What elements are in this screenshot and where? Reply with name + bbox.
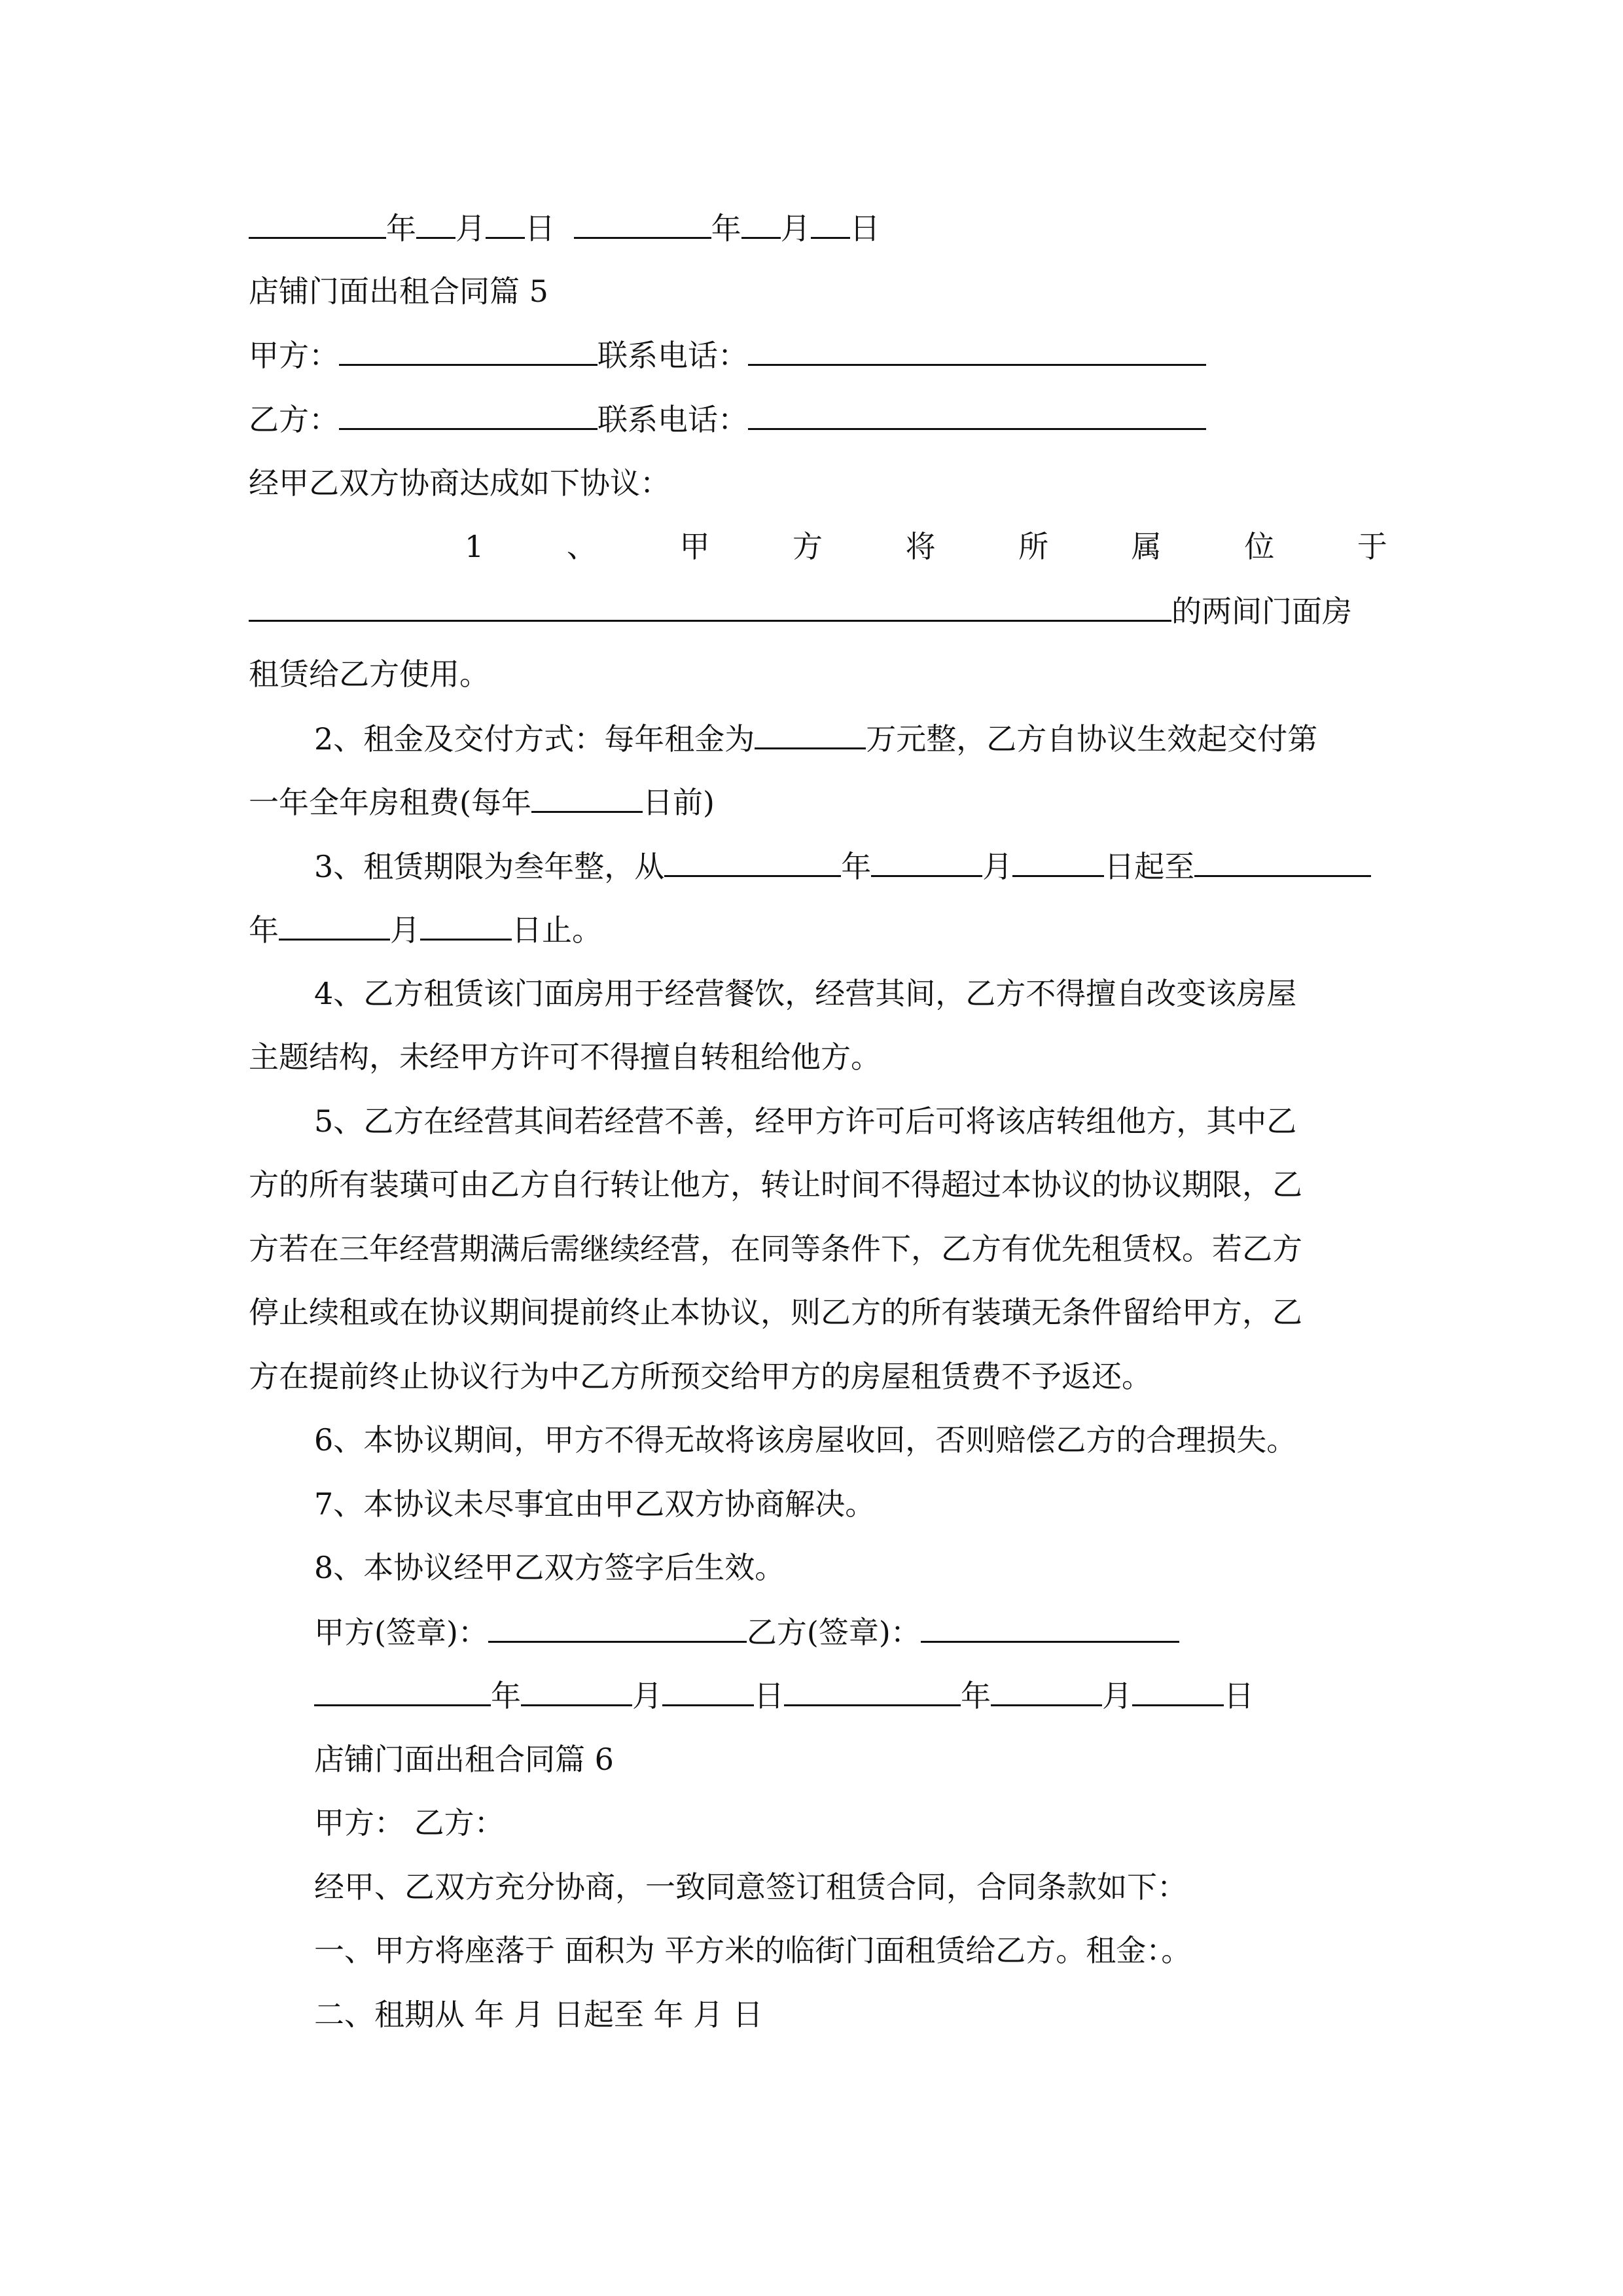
char: 属 [1131,529,1162,564]
signature-row [314,1612,1179,1652]
blank-field[interactable] [741,208,781,239]
text: 万元整，乙方自协议生效起交付第 [866,721,1318,757]
text: 日 [1224,1678,1254,1713]
party-b-field[interactable] [339,399,597,430]
text: 年 [491,1678,521,1713]
char: 1 [465,529,484,564]
clause-6: 6、本协议期间，甲方不得无故将该房屋收回，否则赔偿乙方的合理损失。 [314,1422,1297,1458]
section-6-parties: 甲方： 乙方： [314,1805,505,1840]
end-month-field[interactable] [279,910,390,941]
payment-date-field[interactable] [531,782,643,813]
text: 月 [982,849,1013,884]
clause-5-line1: 5、乙方在经营其间若经营不善，经甲方许可后可将该店转组他方，其中乙 [314,1103,1297,1139]
text: 月 [390,912,420,948]
char: 、 [566,529,597,564]
text: 月 [1102,1678,1132,1713]
char: 所 [1018,529,1049,564]
text: 一年全年房租费(每年 [249,785,531,820]
blank-field[interactable] [784,1676,961,1706]
clause-1-line3: 租赁给乙方使用。 [249,656,490,692]
clause-1-line2 [249,591,1352,631]
location-field[interactable] [249,591,1171,622]
blank-field[interactable] [521,1676,632,1706]
clause-3-line2 [249,910,602,950]
clause-1-line1 [465,527,1387,566]
clause-5-line3: 方若在三年经营期满后需继续经营，在同等条件下，乙方有优先租赁权。若乙方 [249,1231,1302,1266]
text: 2、租金及交付方式：每年租金为 [314,721,755,757]
clause-5-line4: 停止续租或在协议期间提前终止本协议，则乙方的所有装璜无条件留给甲方，乙 [249,1295,1302,1330]
text: 日起至 [1104,849,1195,884]
section-6-intro: 经甲、乙双方充分协商，一致同意签订租赁合同，合同条款如下： [314,1869,1187,1905]
text: 日止。 [512,912,602,948]
party-a-sign-field[interactable] [488,1612,747,1643]
clause-5-line5: 方在提前终止协议行为中乙方所预交给甲方的房屋租赁费不予返还。 [249,1359,1152,1394]
clause-3-line1 [314,846,1371,886]
blank-field[interactable] [1132,1676,1224,1706]
blank-field[interactable] [811,208,850,239]
section-5-intro: 经甲乙双方协商达成如下协议： [249,465,670,501]
blank-field[interactable] [486,208,525,239]
party-b-sign-field[interactable] [921,1612,1179,1643]
party-a-field[interactable] [339,335,597,366]
section-6-clause-1: 一、甲方将座落于 面积为 平方米的临街门面租赁给乙方。租金：。 [314,1933,1192,1968]
year-label: 年 [711,211,741,246]
party-a-phone-field[interactable] [748,335,1206,366]
party-a-sign-label: 甲方(签章)： [314,1615,488,1650]
day-label: 日 [525,211,555,246]
party-b-sign-label: 乙方(签章)： [746,1615,921,1650]
char: 于 [1357,529,1387,564]
month-label: 月 [780,211,811,246]
party-b-label: 乙方： [249,402,339,437]
text: 年 [841,849,872,884]
section-5-title: 店铺门面出租合同篇 5 [249,274,548,309]
blank-field[interactable] [662,1676,754,1706]
clause-4-line2: 主题结构，未经甲方许可不得擅自转租给他方。 [249,1039,881,1075]
phone-label: 联系电话： [597,338,748,373]
day-label: 日 [849,211,880,246]
blank-field[interactable] [249,208,386,239]
clause-7: 7、本协议未尽事宜由甲乙双方协商解决。 [314,1486,876,1522]
blank-field[interactable] [314,1676,491,1706]
clause-8: 8、本协议经甲乙双方签字后生效。 [314,1550,785,1585]
text: 月 [632,1678,662,1713]
text: 日 [754,1678,784,1713]
blank-field[interactable] [991,1676,1102,1706]
clause-1-tail: 的两间门面房 [1171,594,1352,629]
clause-4-line1: 4、乙方租赁该门面房用于经营餐饮，经营其间，乙方不得擅自改变该房屋 [314,976,1297,1011]
party-a-row [249,335,1206,375]
party-a-label: 甲方： [249,338,339,373]
date-row-sign [314,1676,1254,1715]
clause-2-line1 [314,719,1317,759]
clause-2-line2 [249,782,715,822]
date-row-top [249,208,880,248]
phone-label: 联系电话： [597,402,748,437]
clause-5-line2: 方的所有装璜可由乙方自行转让他方，转让时间不得超过本协议的协议期限，乙 [249,1167,1302,1202]
end-day-field[interactable] [420,910,512,941]
party-b-phone-field[interactable] [748,399,1206,430]
char: 将 [905,529,936,564]
text: 年 [249,912,279,948]
start-day-field[interactable] [1012,846,1104,877]
rent-amount-field[interactable] [755,719,866,749]
start-month-field[interactable] [871,846,982,877]
end-year-field[interactable] [1194,846,1371,877]
section-6-title: 店铺门面出租合同篇 6 [314,1742,614,1777]
blank-field[interactable] [416,208,455,239]
month-label: 月 [455,211,486,246]
start-year-field[interactable] [664,846,841,877]
section-6-clause-2: 二、租期从 年 月 日起至 年 月 日 [314,1997,763,2032]
party-b-row [249,399,1206,439]
year-label: 年 [386,211,416,246]
char: 位 [1244,529,1275,564]
text: 年 [961,1678,991,1713]
char: 甲 [679,529,710,564]
text: 日前) [642,785,715,820]
blank-field[interactable] [574,208,711,239]
text: 3、租赁期限为叁年整，从 [314,849,665,884]
char: 方 [793,529,823,564]
